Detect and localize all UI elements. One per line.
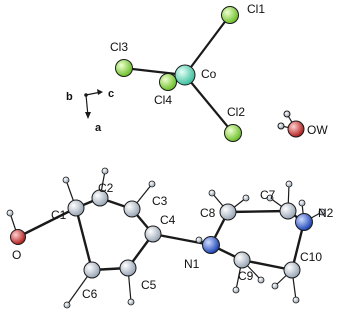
label-cl2: Cl2 [227, 105, 246, 119]
atom-ow [288, 121, 304, 137]
label-n1: N1 [184, 257, 200, 271]
atom-cl3 [116, 60, 133, 77]
atom-cl1 [222, 7, 239, 24]
label-cl1: Cl1 [247, 2, 266, 16]
atom-c7 [280, 203, 296, 219]
atom-labels [12, 2, 334, 301]
atom-n1 [203, 237, 220, 254]
axis-b-dot [84, 93, 88, 97]
bond-co-cl2 [185, 75, 233, 133]
label-cl3: Cl3 [110, 40, 129, 54]
label-c3: C3 [152, 194, 168, 208]
atom-c8 [220, 204, 236, 220]
atom-c9 [234, 252, 250, 268]
label-c2: C2 [98, 181, 114, 195]
label-c5: C5 [141, 278, 157, 292]
atom-c3 [124, 201, 140, 217]
label-c1: C1 [51, 208, 67, 222]
axis-c-arrowhead [97, 89, 103, 95]
atom-h-ow1 [284, 111, 290, 117]
atom-co [175, 65, 195, 85]
atom-o [11, 230, 26, 245]
atom-n2 [296, 214, 313, 231]
label-c6: C6 [82, 287, 98, 301]
axis-a-arrowhead [85, 112, 91, 119]
axis-label-c: c [108, 88, 115, 100]
axis-label-b: b [66, 91, 73, 103]
label-c4: C4 [160, 213, 176, 227]
label-cl4: Cl4 [154, 93, 173, 107]
atom-cl2 [225, 125, 242, 142]
label-ow: OW [307, 123, 328, 137]
axis-label-a: a [95, 122, 102, 134]
atom-c4 [145, 226, 161, 242]
atom-c5 [120, 260, 136, 276]
label-co: Co [201, 67, 217, 81]
bond-co-cl1 [185, 15, 230, 75]
label-c7: C7 [260, 188, 276, 202]
atom-c6 [84, 262, 100, 278]
label-n2: N2 [318, 206, 334, 220]
atom-cl4 [160, 74, 177, 91]
axis-indicator [84, 89, 103, 119]
bond-c8-c7 [228, 211, 288, 212]
atom-h-ow2 [278, 123, 284, 129]
label-c8: C8 [200, 206, 216, 220]
label-o: O [12, 248, 22, 262]
hydrogen-atoms [7, 168, 325, 308]
label-c10: C10 [300, 250, 323, 264]
atom-c1 [68, 200, 84, 216]
bond-c6-c1 [76, 208, 92, 270]
label-c9: C9 [238, 269, 254, 283]
bond-c1-o [18, 208, 76, 237]
water-molecule [278, 111, 304, 137]
atom-c10 [284, 262, 300, 278]
